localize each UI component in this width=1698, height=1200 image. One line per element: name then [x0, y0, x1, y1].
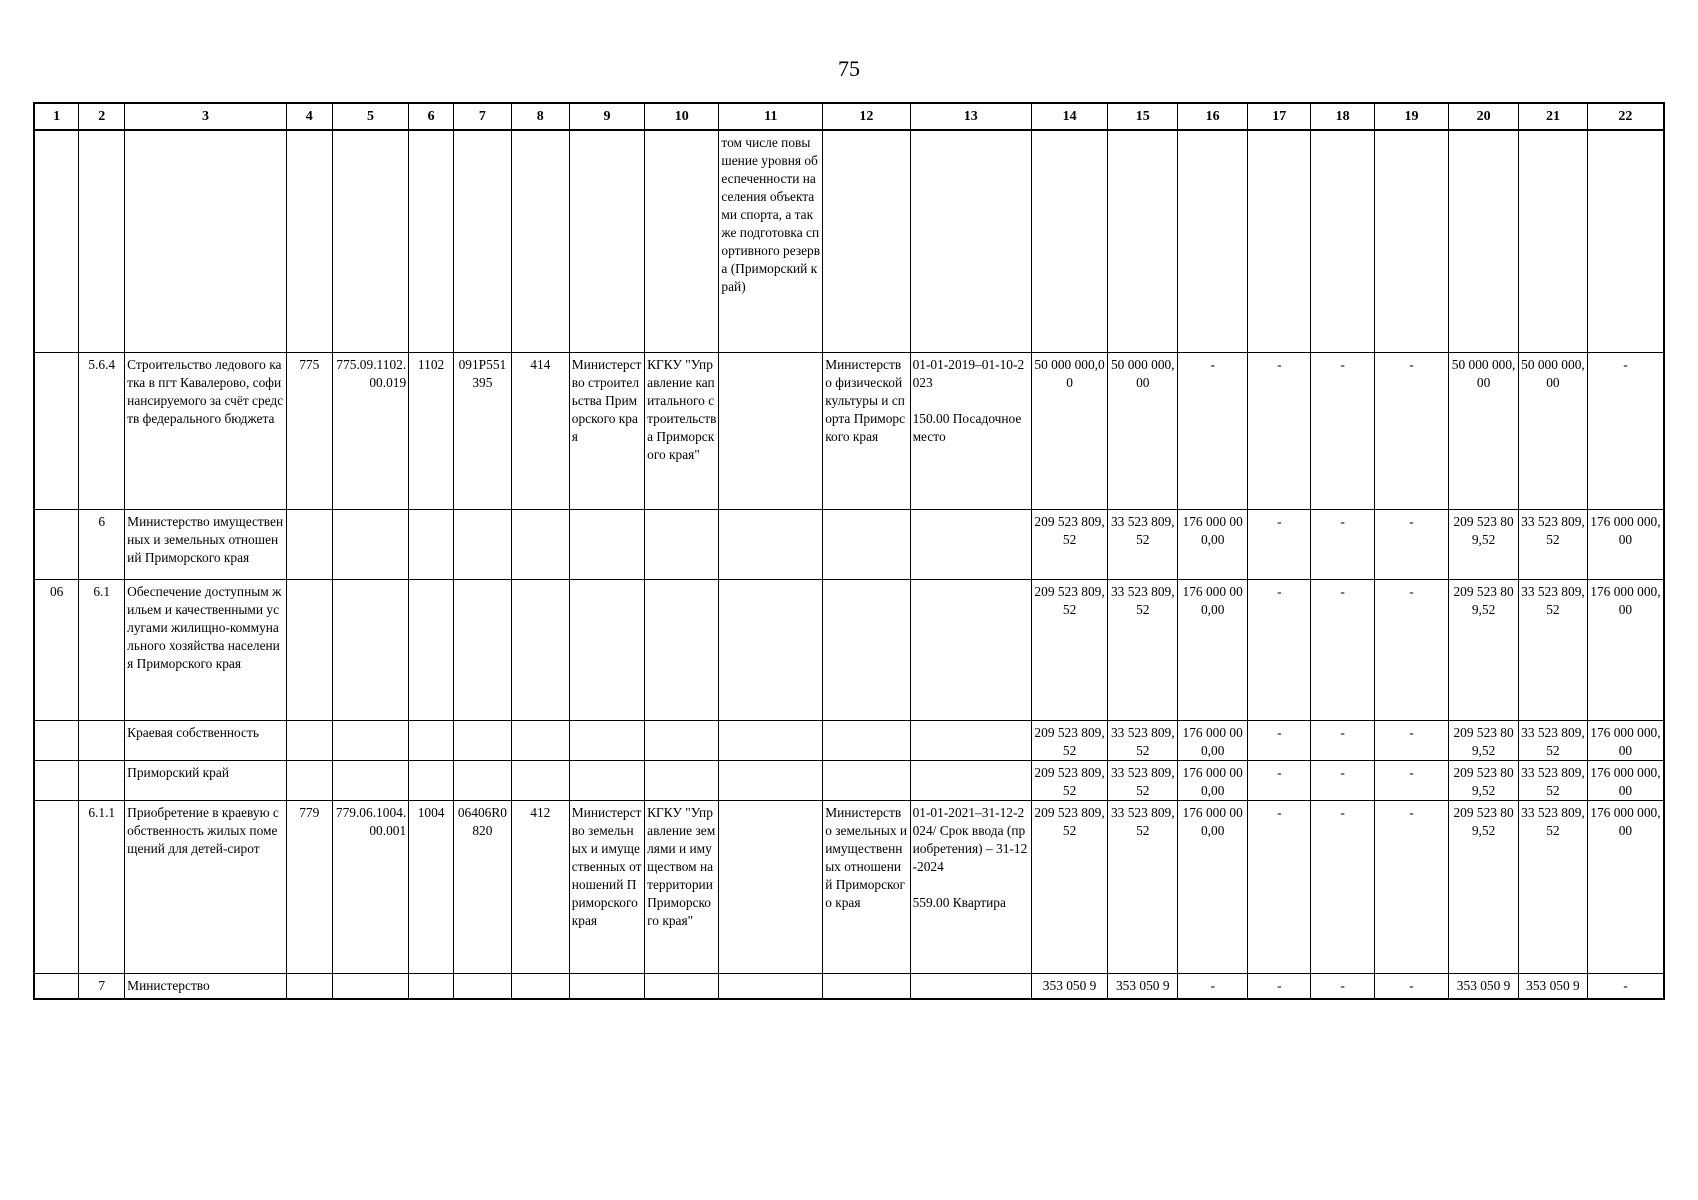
- table-cell: [34, 509, 79, 579]
- table-cell: Министерство имущественных и земельных отношений Приморского края: [125, 509, 287, 579]
- table-cell: -: [1311, 973, 1374, 999]
- table-cell: [409, 760, 454, 800]
- table-cell: [409, 973, 454, 999]
- table-cell: Строительство ледового катка в пгт Кавалерово, софинансируемого за счёт средств федерального бюджета: [125, 352, 287, 509]
- table-cell: -: [1311, 720, 1374, 760]
- header-row: [34, 103, 1664, 130]
- table-cell: [79, 130, 125, 352]
- table-cell: [332, 760, 408, 800]
- column-header: 4: [286, 103, 332, 130]
- table-cell: КГКУ "Управление землями и имуществом на территории Приморского края": [645, 800, 719, 973]
- table-cell: [409, 509, 454, 579]
- table-cell: -: [1248, 720, 1311, 760]
- column-header: 14: [1031, 103, 1107, 130]
- table-cell: КГКУ "Управление капитального строительства Приморского края": [645, 352, 719, 509]
- table-cell: 06: [34, 579, 79, 720]
- table-cell: 33 523 809,52: [1108, 720, 1178, 760]
- table-cell: Министерство: [125, 973, 287, 999]
- table-cell: [409, 579, 454, 720]
- table-cell: [823, 760, 910, 800]
- column-header: 2: [79, 103, 125, 130]
- table-cell: 50 000 000,00: [1449, 352, 1519, 509]
- table-cell: -: [1311, 509, 1374, 579]
- table-row: [34, 579, 1664, 720]
- table-row: [34, 130, 1664, 352]
- table-cell: 176 000 000,00: [1178, 720, 1248, 760]
- table-cell: [453, 973, 511, 999]
- table-cell: [511, 973, 569, 999]
- table-row: [34, 760, 1664, 800]
- table-cell: 33 523 809,52: [1108, 579, 1178, 720]
- table-cell: [286, 130, 332, 352]
- table-cell: [569, 579, 644, 720]
- table-cell: Обеспечение доступным жильем и качественными услугами жилищно-коммунального хозяйства населения Приморского края: [125, 579, 287, 720]
- table-cell: [823, 973, 910, 999]
- table-cell: [34, 720, 79, 760]
- table-cell: [719, 352, 823, 509]
- table-cell: 50 000 000,00: [1108, 352, 1178, 509]
- table-cell: 33 523 809,52: [1108, 509, 1178, 579]
- table-cell: [332, 130, 408, 352]
- table-cell: [569, 130, 644, 352]
- table-cell: -: [1178, 352, 1248, 509]
- table-cell: [719, 973, 823, 999]
- table-cell: 1102: [409, 352, 454, 509]
- table-cell: 33 523 809,52: [1108, 760, 1178, 800]
- table-cell: Министерство земельных и имущественных отношений Приморского края: [823, 800, 910, 973]
- table-cell: [1311, 130, 1374, 352]
- table-cell: [409, 130, 454, 352]
- table-cell: 33 523 809,52: [1519, 720, 1588, 760]
- table-cell: 176 000 000,00: [1587, 800, 1664, 973]
- table-cell: 6.1.1: [79, 800, 125, 973]
- table-cell: [569, 720, 644, 760]
- table-cell: Министерство строительства Приморского края: [569, 352, 644, 509]
- table-cell: [823, 509, 910, 579]
- table-cell: [569, 973, 644, 999]
- table-cell: -: [1248, 973, 1311, 999]
- table-cell: 091P551395: [453, 352, 511, 509]
- table-cell: 412: [511, 800, 569, 973]
- column-header: 16: [1178, 103, 1248, 130]
- table-cell: [719, 579, 823, 720]
- table-cell: [1587, 130, 1664, 352]
- table-cell: -: [1311, 579, 1374, 720]
- table-row: [34, 720, 1664, 760]
- table-cell: 176 000 000,00: [1587, 579, 1664, 720]
- table-cell: 7: [79, 973, 125, 999]
- column-header: 6: [409, 103, 454, 130]
- column-header: 5: [332, 103, 408, 130]
- table-cell: [34, 973, 79, 999]
- table-cell: 06406R0820: [453, 800, 511, 973]
- table-cell: 209 523 809,52: [1449, 579, 1519, 720]
- table-cell: [1248, 130, 1311, 352]
- column-header: 21: [1519, 103, 1588, 130]
- table-cell: [645, 720, 719, 760]
- table-cell: 5.6.4: [79, 352, 125, 509]
- column-header: 19: [1374, 103, 1448, 130]
- table-cell: 176 000 000,00: [1587, 760, 1664, 800]
- column-header: 18: [1311, 103, 1374, 130]
- column-header: 11: [719, 103, 823, 130]
- page-number: 75: [838, 56, 860, 81]
- table-cell: [645, 760, 719, 800]
- table-cell: 775: [286, 352, 332, 509]
- table-cell: -: [1248, 352, 1311, 509]
- table-cell: [719, 800, 823, 973]
- table-cell: [910, 720, 1031, 760]
- table-row: [34, 509, 1664, 579]
- table-cell: 33 523 809,52: [1519, 800, 1588, 973]
- table-cell: [511, 579, 569, 720]
- table-cell: [1519, 130, 1588, 352]
- table-cell: 33 523 809,52: [1519, 509, 1588, 579]
- column-header: 12: [823, 103, 910, 130]
- table-cell: 353 050 9: [1449, 973, 1519, 999]
- table-cell: [79, 720, 125, 760]
- table-cell: [719, 509, 823, 579]
- table-cell: [34, 352, 79, 509]
- table-cell: [1178, 130, 1248, 352]
- table-cell: Приобретение в краевую собственность жилых помещений для детей-сирот: [125, 800, 287, 973]
- column-header: 15: [1108, 103, 1178, 130]
- table-cell: [910, 760, 1031, 800]
- table-cell: [645, 130, 719, 352]
- table-row: [34, 800, 1664, 973]
- table-cell: 50 000 000,00: [1519, 352, 1588, 509]
- table-cell: 6: [79, 509, 125, 579]
- table-cell: 353 050 9: [1519, 973, 1588, 999]
- table-cell: 176 000 000,00: [1178, 509, 1248, 579]
- table-cell: [453, 579, 511, 720]
- table-cell: [453, 760, 511, 800]
- table-cell: 1004: [409, 800, 454, 973]
- column-header: 9: [569, 103, 644, 130]
- table-cell: [645, 509, 719, 579]
- table-cell: 209 523 809,52: [1031, 760, 1107, 800]
- table-cell: -: [1248, 509, 1311, 579]
- table-cell: Краевая собственность: [125, 720, 287, 760]
- table-cell: -: [1374, 509, 1448, 579]
- table-cell: [1031, 130, 1107, 352]
- table-cell: 209 523 809,52: [1449, 509, 1519, 579]
- table-cell: -: [1374, 800, 1448, 973]
- table-cell: -: [1374, 720, 1448, 760]
- table-cell: [286, 760, 332, 800]
- table-cell: 50 000 000,00: [1031, 352, 1107, 509]
- table-cell: [79, 760, 125, 800]
- table-cell: том числе повышение уровня обеспеченности населения объектами спорта, а также подготовка спортивного резерва (Приморский край): [719, 130, 823, 352]
- table-cell: [409, 720, 454, 760]
- table-cell: [286, 509, 332, 579]
- table-cell: [823, 579, 910, 720]
- table-cell: [910, 973, 1031, 999]
- table-cell: 176 000 000,00: [1178, 579, 1248, 720]
- table-cell: -: [1374, 760, 1448, 800]
- table-cell: 779: [286, 800, 332, 973]
- table-cell: -: [1311, 352, 1374, 509]
- table-cell: -: [1178, 973, 1248, 999]
- table-cell: 6.1: [79, 579, 125, 720]
- table-cell: [511, 760, 569, 800]
- column-header: 3: [125, 103, 287, 130]
- table-cell: 33 523 809,52: [1519, 760, 1588, 800]
- table-cell: -: [1311, 760, 1374, 800]
- table-cell: -: [1248, 579, 1311, 720]
- table-cell: [511, 509, 569, 579]
- column-header: 10: [645, 103, 719, 130]
- table-cell: [910, 509, 1031, 579]
- column-header: 7: [453, 103, 511, 130]
- table-cell: [125, 130, 287, 352]
- table-cell: [910, 579, 1031, 720]
- table-cell: 353 050 9: [1108, 973, 1178, 999]
- table-cell: [34, 130, 79, 352]
- table-cell: 209 523 809,52: [1031, 800, 1107, 973]
- table-cell: 209 523 809,52: [1449, 800, 1519, 973]
- table-cell: Министерство физической культуры и спорта Приморского края: [823, 352, 910, 509]
- table-cell: -: [1248, 760, 1311, 800]
- table-cell: -: [1248, 800, 1311, 973]
- table-cell: 33 523 809,52: [1108, 800, 1178, 973]
- table-cell: 176 000 000,00: [1587, 509, 1664, 579]
- table-cell: Министерство земельных и имущественных отношений Приморского края: [569, 800, 644, 973]
- table-cell: -: [1587, 973, 1664, 999]
- table-cell: [569, 760, 644, 800]
- table-row: [34, 973, 1664, 999]
- table-cell: [34, 800, 79, 973]
- column-header: 1: [34, 103, 79, 130]
- table-cell: [453, 130, 511, 352]
- table-cell: [910, 130, 1031, 352]
- table-cell: [332, 720, 408, 760]
- table-cell: 209 523 809,52: [1449, 720, 1519, 760]
- table-cell: [511, 130, 569, 352]
- table-cell: [719, 760, 823, 800]
- column-header: 17: [1248, 103, 1311, 130]
- table-cell: 414: [511, 352, 569, 509]
- table-cell: [286, 720, 332, 760]
- table-cell: [719, 720, 823, 760]
- table-cell: 779.06.1004.00.001: [332, 800, 408, 973]
- table-cell: [645, 973, 719, 999]
- table-cell: [332, 973, 408, 999]
- table-cell: 353 050 9: [1031, 973, 1107, 999]
- table-cell: 209 523 809,52: [1449, 760, 1519, 800]
- table-cell: [823, 130, 910, 352]
- table-cell: [823, 720, 910, 760]
- program-table: [33, 102, 1665, 1000]
- table-cell: 209 523 809,52: [1031, 579, 1107, 720]
- table-cell: [332, 579, 408, 720]
- table-cell: [34, 760, 79, 800]
- table-cell: [569, 509, 644, 579]
- column-header: 13: [910, 103, 1031, 130]
- table-cell: [1108, 130, 1178, 352]
- table-cell: Приморский край: [125, 760, 287, 800]
- table-cell: 01-01-2021–31-12-2024/ Срок ввода (приобретения) – 31-12-2024 559.00 Квартира: [910, 800, 1031, 973]
- table-cell: -: [1374, 352, 1448, 509]
- table-cell: [1449, 130, 1519, 352]
- table-cell: 209 523 809,52: [1031, 509, 1107, 579]
- column-header: 22: [1587, 103, 1664, 130]
- column-header: 20: [1449, 103, 1519, 130]
- table-cell: [286, 973, 332, 999]
- column-header: 8: [511, 103, 569, 130]
- table-cell: -: [1374, 579, 1448, 720]
- table-cell: [453, 720, 511, 760]
- table-cell: -: [1311, 800, 1374, 973]
- table-cell: [286, 579, 332, 720]
- table-cell: [332, 509, 408, 579]
- table-cell: 176 000 000,00: [1178, 760, 1248, 800]
- table-cell: -: [1374, 973, 1448, 999]
- table-row: [34, 352, 1664, 509]
- table-cell: 176 000 000,00: [1178, 800, 1248, 973]
- table-cell: [1374, 130, 1448, 352]
- table-cell: 775.09.1102.00.019: [332, 352, 408, 509]
- table-cell: [645, 579, 719, 720]
- table-cell: [453, 509, 511, 579]
- table-cell: 209 523 809,52: [1031, 720, 1107, 760]
- table-cell: 33 523 809,52: [1519, 579, 1588, 720]
- table-cell: 176 000 000,00: [1587, 720, 1664, 760]
- table-cell: 01-01-2019–01-10-2023 150.00 Посадочное место: [910, 352, 1031, 509]
- table-cell: -: [1587, 352, 1664, 509]
- table-cell: [511, 720, 569, 760]
